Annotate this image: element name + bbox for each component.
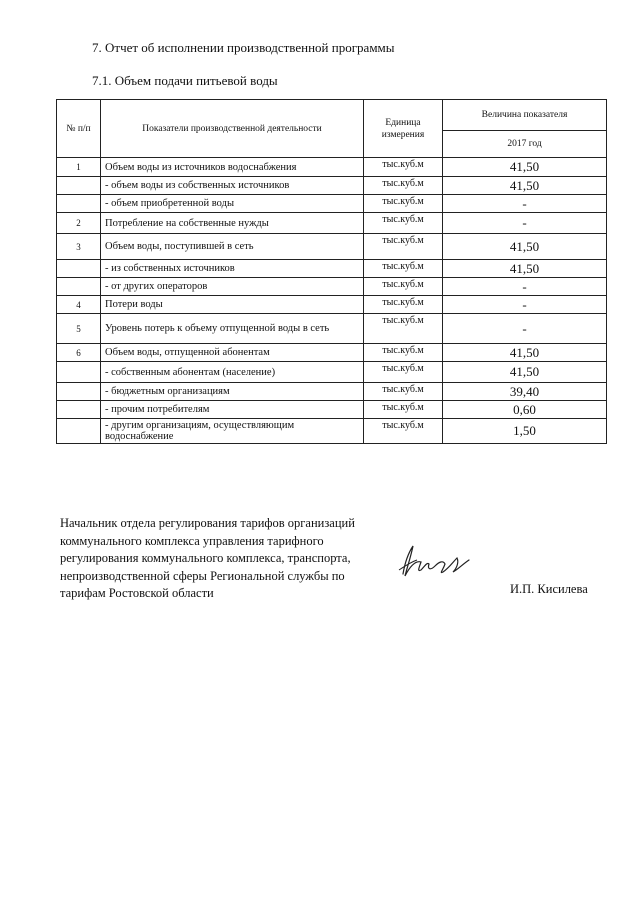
row-unit: тыс.куб.м [364,158,443,177]
row-indicator: - другим организациям, осуществляющим водоснабжение [101,419,364,444]
row-unit: тыс.куб.м [364,260,443,278]
row-value: 41,50 [443,158,607,177]
row-value: 41,50 [443,344,607,362]
table-row [57,419,607,444]
row-number: 2 [57,213,101,234]
header-value-group: Величина показателя [443,100,607,131]
table-row [57,362,607,383]
row-unit: тыс.куб.м [364,314,443,344]
row-indicator: Объем воды, поступившей в сеть [101,234,364,260]
table-row [57,158,607,177]
header-year: 2017 год [443,131,607,158]
row-indicator: Уровень потерь к объему отпущенной воды в сеть [101,314,364,344]
table-row [57,177,607,195]
row-unit: тыс.куб.м [364,419,443,444]
table-row [57,213,607,234]
row-value: 41,50 [443,260,607,278]
water-supply-table [56,99,607,444]
row-unit: тыс.куб.м [364,401,443,419]
row-number [57,362,101,383]
table-row [57,234,607,260]
table-row [57,401,607,419]
table-row [57,296,607,314]
row-unit: тыс.куб.м [364,344,443,362]
row-value: 0,60 [443,401,607,419]
row-indicator: - собственным абонентам (население) [101,362,364,383]
row-value: - [443,314,607,344]
table-row [57,278,607,296]
row-value: - [443,296,607,314]
row-value: 1,50 [443,419,607,444]
row-unit: тыс.куб.м [364,234,443,260]
row-number [57,195,101,213]
row-value: - [443,213,607,234]
row-indicator: - прочим потребителям [101,401,364,419]
table-body [57,158,607,444]
row-indicator: Объем воды из источников водоснабжения [101,158,364,177]
row-number: 6 [57,344,101,362]
row-number: 5 [57,314,101,344]
table-row [57,383,607,401]
row-indicator: Потребление на собственные нужды [101,213,364,234]
row-unit: тыс.куб.м [364,362,443,383]
signatory-name: И.П. Кисилева [510,582,588,596]
row-value: 39,40 [443,383,607,401]
row-indicator: Потери воды [101,296,364,314]
row-unit: тыс.куб.м [364,213,443,234]
row-number [57,177,101,195]
row-value: 41,50 [443,234,607,260]
row-number [57,419,101,444]
row-number: 1 [57,158,101,177]
row-number [57,401,101,419]
row-value: 41,50 [443,177,607,195]
row-indicator: - объем приобретенной воды [101,195,364,213]
header-indicator: Показатели производственной деятельности [101,100,364,158]
subsection-heading: 7.1. Объем подачи питьевой воды [92,73,278,88]
section-heading: 7. Отчет об исполнении производственной программы [92,40,395,55]
row-number [57,383,101,401]
row-value: - [443,195,607,213]
row-unit: тыс.куб.м [364,278,443,296]
header-unit: Единица измерения [364,100,443,158]
row-indicator: - из собственных источников [101,260,364,278]
row-indicator: - от других операторов [101,278,364,296]
handwritten-signature [395,540,475,587]
row-number [57,260,101,278]
row-value: 41,50 [443,362,607,383]
row-number [57,278,101,296]
row-number: 3 [57,234,101,260]
table-row [57,344,607,362]
row-number: 4 [57,296,101,314]
row-unit: тыс.куб.м [364,296,443,314]
table-row [57,260,607,278]
table-row [57,195,607,213]
row-value: - [443,278,607,296]
signatory-position: Начальник отдела регулирования тарифов организаций коммунального комплекса управления тарифного регулирования коммунального комплекса, транспорта, непроизводственной сферы Региональной службы по тарифам Ростовской области [60,516,355,600]
row-indicator: - объем воды из собственных источников [101,177,364,195]
row-unit: тыс.куб.м [364,383,443,401]
header-num: № п/п [57,100,101,158]
table-row [57,314,607,344]
row-indicator: - бюджетным организациям [101,383,364,401]
row-unit: тыс.куб.м [364,177,443,195]
row-indicator: Объем воды, отпущенной абонентам [101,344,364,362]
row-unit: тыс.куб.м [364,195,443,213]
